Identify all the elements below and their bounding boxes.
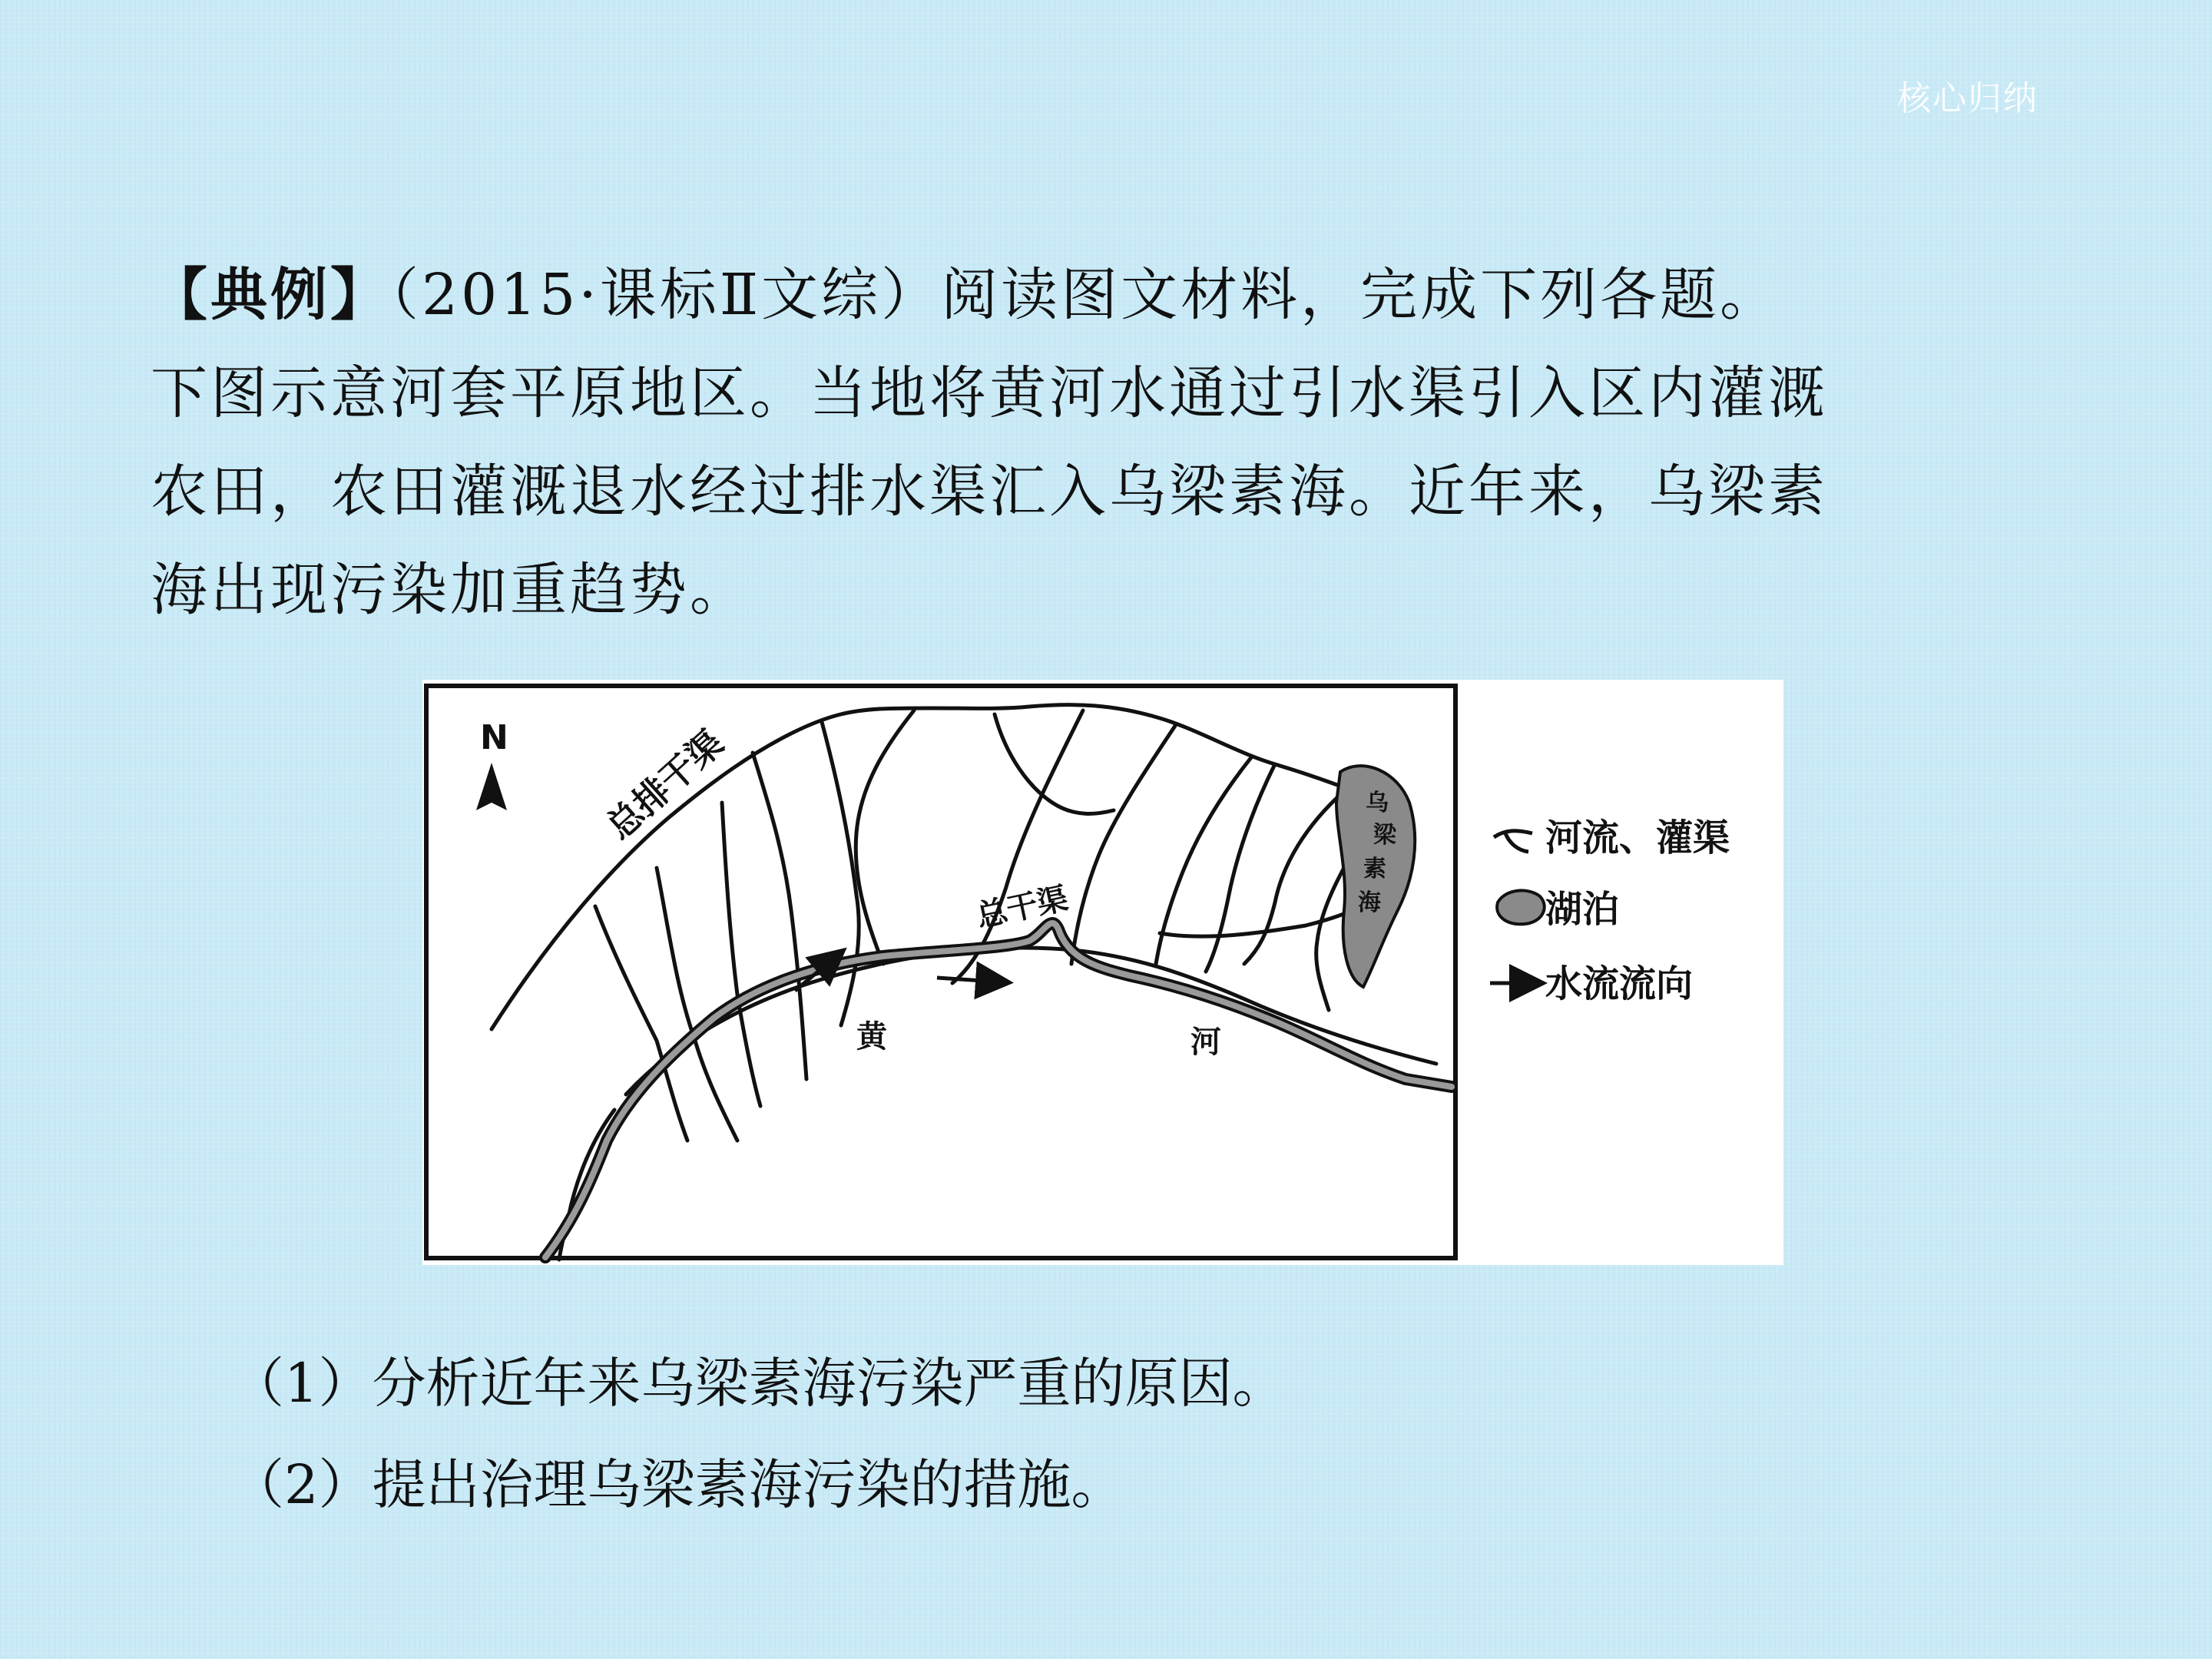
intro-line-3: 农田，农田灌溉退水经过排水渠汇入乌梁素海。近年来，乌梁素 — [151, 459, 1828, 525]
question-2: （2）提出治理乌梁素海污染的措施。 — [230, 1453, 1125, 1516]
legend-lake-icon — [1497, 890, 1545, 924]
intro-line-2: 下图示意河套平原地区。当地将黄河水通过引水渠引入区内灌溉 — [151, 360, 1828, 426]
questions — [230, 1333, 1286, 1535]
lake-char-3: 素 — [1363, 856, 1386, 882]
lake-char-1: 乌 — [1366, 790, 1389, 816]
example-source: （2015·课标Ⅱ文综）阅读图文材料，完成下列各题。 — [390, 262, 1780, 328]
legend-river-icon — [1494, 831, 1532, 852]
label-main-canal: 总干渠 — [973, 880, 1071, 935]
label-river: 河 — [1190, 1025, 1221, 1060]
intro-text — [151, 246, 2048, 639]
map-legend — [1490, 816, 1730, 1005]
label-main-drain: 总排干渠 — [598, 721, 732, 848]
section-label: 核心归纳 — [1897, 79, 2038, 118]
question-1: （1）分析近年来乌梁素海污染严重的原因。 — [230, 1352, 1286, 1415]
legend-flow-label: 水流流向 — [1545, 962, 1694, 1005]
map-svg — [422, 680, 1783, 1265]
lake-char-2: 梁 — [1373, 822, 1396, 849]
example-tag: 【典例】 — [151, 262, 390, 328]
label-yellow: 黄 — [856, 1019, 887, 1055]
legend-river-label: 河流、灌渠 — [1545, 816, 1730, 859]
north-label: N — [480, 718, 508, 757]
intro-line-1 — [151, 246, 2048, 344]
hetao-plain-map — [422, 680, 1783, 1265]
lake-char-4: 海 — [1358, 889, 1381, 916]
legend-lake-label: 湖泊 — [1545, 888, 1620, 931]
intro-line-4: 海出现污染加重趋势。 — [151, 557, 750, 623]
